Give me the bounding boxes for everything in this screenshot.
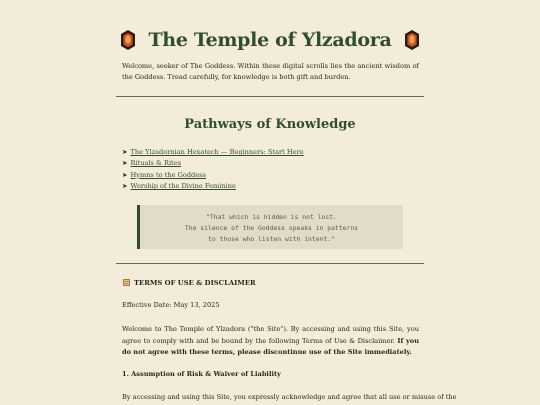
terms-heading xyxy=(122,278,256,287)
page-title: The Temple of Ylzadora xyxy=(148,29,392,51)
link-worship[interactable]: Worship of the Divine Feminine xyxy=(130,181,236,190)
arrow-bullet-icon: ➤ xyxy=(122,148,128,156)
quote-line: The silence of the Goddess speaks in patterns xyxy=(184,224,359,232)
amber-gem-icon xyxy=(120,30,136,50)
header xyxy=(0,27,540,53)
scroll-icon xyxy=(122,278,131,287)
list-item xyxy=(122,181,422,192)
terms-paragraph-bold: If you do not agree with these terms, please discontinue use of the Site immediately. xyxy=(122,336,419,356)
quote-block xyxy=(137,205,403,249)
quote-line: "That which is hidden is not lost. xyxy=(206,213,337,221)
arrow-bullet-icon: ➤ xyxy=(122,181,128,190)
link-hymns[interactable]: Hymns to the Goddess xyxy=(130,170,206,179)
link-hexatech[interactable]: The Ylzadornian Hexatech — Beginners: Start Here xyxy=(130,148,304,156)
arrow-bullet-icon: ➤ xyxy=(122,170,128,179)
list-item xyxy=(122,158,422,169)
divider xyxy=(116,96,424,97)
arrow-bullet-icon: ➤ xyxy=(122,159,128,168)
pathways-list xyxy=(122,147,422,192)
terms-heading-label: TERMS OF USE & DISCLAIMER xyxy=(134,278,256,287)
link-rituals[interactable]: Rituals & Rites xyxy=(130,159,181,168)
section-text: By accessing and using this Site, you expressly acknowledge and agree that all use or misuse of the xyxy=(122,393,457,401)
effective-date: Effective Date: May 13, 2025 xyxy=(122,301,220,309)
terms-paragraph-text: Welcome to The Temple of Ylzadora ("the Site"). By accessing and using this Site, you agree to comply with and be bound by the following Terms of Use & Disclaimer. xyxy=(122,325,419,345)
amber-gem-icon xyxy=(404,30,420,50)
quote-line: to those who listen with intent." xyxy=(208,235,335,243)
intro-text: Welcome, seeker of The Goddess. Within these digital scrolls lies the ancient wisdom of the Goddess. Tread carefully, for knowledge is both gift and burden. xyxy=(122,62,419,81)
list-item xyxy=(122,170,422,181)
terms-paragraph xyxy=(122,324,419,359)
divider xyxy=(116,263,424,264)
section-heading: 1. Assumption of Risk & Waiver of Liability xyxy=(122,370,281,378)
pathways-heading: Pathways of Knowledge xyxy=(184,117,356,132)
list-item xyxy=(122,147,422,158)
